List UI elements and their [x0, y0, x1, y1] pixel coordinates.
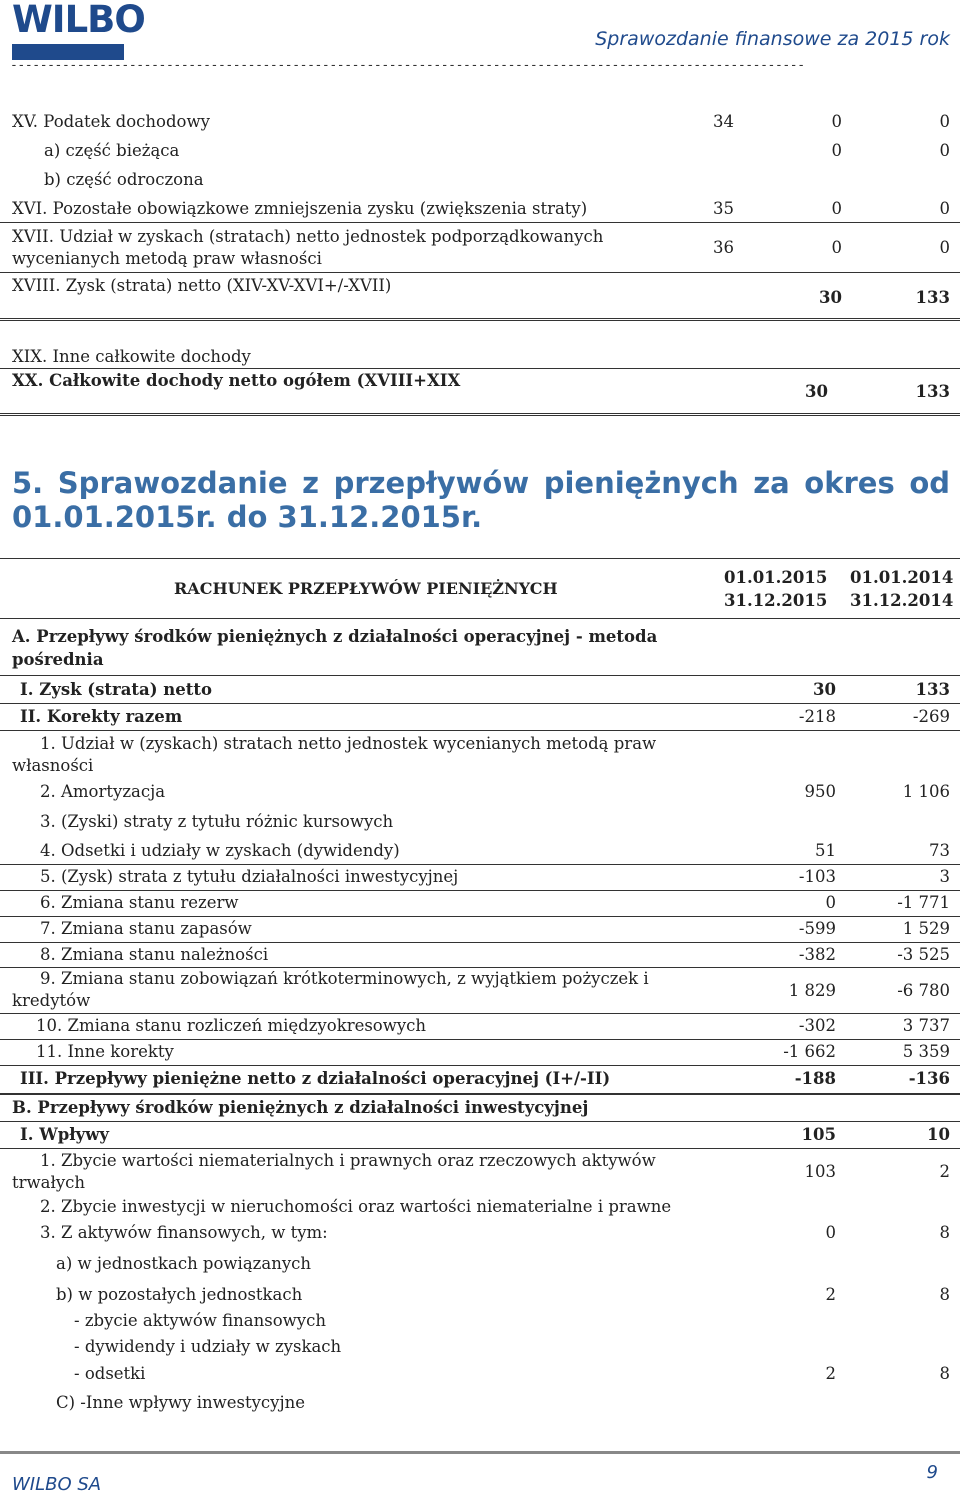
xv-label: XV. Podatek dochodowy — [12, 112, 210, 131]
cashflow-title: RACHUNEK PRZEPŁYWÓW PIENIĘŻNYCH — [174, 579, 558, 598]
xvi-note: 35 — [713, 199, 734, 218]
r6-v1: 0 — [825, 893, 836, 912]
header-title: Sprawozdanie finansowe za 2015 rok — [595, 28, 950, 50]
r2-label: 2. Amortyzacja — [40, 782, 166, 801]
r8-v1: -382 — [798, 945, 836, 964]
b3b-v1: 2 — [825, 1285, 836, 1304]
a-i-label: I. Zysk (strata) netto — [20, 680, 213, 699]
xvii-note: 36 — [713, 238, 734, 257]
r8-v2: -3 525 — [897, 945, 950, 964]
b1-label-1: 1. Zbycie wartości niematerialnych i prawnych oraz rzeczowych aktywów — [40, 1151, 656, 1170]
xvi-v1: 0 — [831, 199, 842, 218]
xvii-label-2: wycenianych metodą praw własności — [12, 249, 322, 268]
b2-label: 2. Zbycie inwestycji w nieruchomości oraz wartości niematerialne i prawne — [40, 1197, 672, 1216]
xv-a-v1: 0 — [831, 141, 842, 160]
xx-v2: 133 — [915, 382, 950, 401]
divider — [0, 864, 960, 865]
table-top-border — [0, 558, 960, 559]
col2-to: 31.12.2014 — [850, 591, 954, 610]
r9-label-2: kredytów — [12, 991, 91, 1010]
b3b3-label: - odsetki — [74, 1364, 146, 1383]
xvii-label-1: XVII. Udział w zyskach (stratach) netto jednostek podporządkowanych — [12, 227, 604, 246]
xv-v2: 0 — [939, 112, 950, 131]
r7-v1: -599 — [798, 919, 836, 938]
divider — [0, 618, 960, 619]
divider — [0, 1093, 960, 1095]
a-ii-v1: -218 — [798, 707, 836, 726]
section-a-heading-2: pośrednia — [12, 650, 104, 669]
b3b1-label: - zbycie aktywów finansowych — [74, 1311, 326, 1330]
b-i-v1: 105 — [801, 1125, 836, 1144]
r4-label: 4. Odsetki i udziały w zyskach (dywidendy) — [40, 841, 400, 860]
r8-label: 8. Zmiana stanu należności — [40, 945, 269, 964]
a-ii-v2: -269 — [912, 707, 950, 726]
divider — [0, 675, 960, 676]
divider — [0, 967, 960, 968]
a-iii-v1: -188 — [794, 1069, 836, 1088]
r10-v1: -302 — [798, 1016, 836, 1035]
xvii-v1: 0 — [831, 238, 842, 257]
a-i-v2: 133 — [915, 680, 950, 699]
xviii-v1: 30 — [819, 288, 842, 307]
b-i-v2: 10 — [927, 1125, 950, 1144]
b3c-label: C) -Inne wpływy inwestycyjne — [56, 1393, 305, 1412]
b3b2-label: - dywidendy i udziały w zyskach — [74, 1337, 342, 1356]
divider — [0, 1065, 960, 1066]
page-number: 9 — [926, 1462, 938, 1483]
r11-v2: 5 359 — [902, 1042, 950, 1061]
divider — [0, 368, 960, 369]
xv-a-label: a) część bieżąca — [44, 141, 180, 160]
company-logo — [12, 0, 145, 58]
divider — [0, 916, 960, 917]
divider — [0, 1148, 960, 1149]
r4-v2: 73 — [929, 841, 950, 860]
divider — [0, 1121, 960, 1122]
footer-divider — [0, 1451, 960, 1454]
r11-label: 11. Inne korekty — [36, 1042, 174, 1061]
b3a-label: a) w jednostkach powiązanych — [56, 1254, 312, 1273]
b-i-label: I. Wpływy — [20, 1125, 110, 1144]
r6-label: 6. Zmiana stanu rezerw — [40, 893, 239, 912]
divider — [0, 222, 960, 223]
section-b-heading: B. Przepływy środków pieniężnych z działalności inwestycyjnej — [12, 1098, 589, 1117]
header-separator: ----------------------------------------------------------------------------------------------------------- — [10, 58, 805, 73]
b3-v1: 0 — [825, 1223, 836, 1242]
xvi-label: XVI. Pozostałe obowiązkowe zmniejszenia zysku (zwiększenia straty) — [12, 199, 588, 218]
a-iii-label: III. Przepływy pieniężne netto z działalności operacyjnej (I+/-II) — [20, 1069, 611, 1088]
b3-label: 3. Z aktywów finansowych, w tym: — [40, 1223, 328, 1242]
r5-v1: -103 — [798, 867, 836, 886]
divider — [0, 703, 960, 704]
r11-v1: -1 662 — [783, 1042, 836, 1061]
xx-v1: 30 — [805, 382, 828, 401]
r2-v2: 1 106 — [902, 782, 950, 801]
r1-label-2: własności — [12, 756, 94, 775]
xv-a-v2: 0 — [939, 141, 950, 160]
xix-label: XIX. Inne całkowite dochody — [12, 347, 251, 366]
r9-label-1: 9. Zmiana stanu zobowiązań krótkoterminowych, z wyjątkiem pożyczek i — [40, 969, 649, 988]
xv-b-label: b) część odroczona — [44, 170, 204, 189]
xviii-v2: 133 — [915, 288, 950, 307]
section-heading: 5. Sprawozdanie z przepływów pieniężnych za okres od 01.01.2015r. do 31.12.2015r. — [12, 466, 950, 534]
b3b-label: b) w pozostałych jednostkach — [56, 1285, 303, 1304]
a-ii-label: II. Korekty razem — [20, 707, 183, 726]
r9-v2: -6 780 — [897, 981, 950, 1000]
r5-label: 5. (Zysk) strata z tytułu działalności inwestycyjnej — [40, 867, 459, 886]
r9-v1: 1 829 — [788, 981, 836, 1000]
b3b3-v2: 8 — [939, 1364, 950, 1383]
r2-v1: 950 — [804, 782, 836, 801]
r1-label-1: 1. Udział w (zyskach) stratach netto jednostek wycenianych metodą praw — [40, 734, 657, 753]
r4-v1: 51 — [815, 841, 836, 860]
xviii-label: XVIII. Zysk (strata) netto (XIV-XV-XVI+/-XVII) — [12, 276, 392, 295]
divider — [0, 272, 960, 273]
logo-text: WILBO — [12, 0, 145, 41]
r10-v2: 3 737 — [902, 1016, 950, 1035]
double-divider — [0, 413, 960, 416]
xv-v1: 0 — [831, 112, 842, 131]
b3b-v2: 8 — [939, 1285, 950, 1304]
xvi-v2: 0 — [939, 199, 950, 218]
divider — [0, 730, 960, 731]
xv-note: 34 — [713, 112, 734, 131]
a-iii-v2: -136 — [908, 1069, 950, 1088]
b1-label-2: trwałych — [12, 1173, 86, 1192]
col2-from: 01.01.2014 — [850, 568, 954, 587]
r6-v2: -1 771 — [897, 893, 950, 912]
r7-label: 7. Zmiana stanu zapasów — [40, 919, 252, 938]
r5-v2: 3 — [939, 867, 950, 886]
divider — [0, 890, 960, 891]
b1-v2: 2 — [939, 1162, 950, 1181]
b1-v1: 103 — [804, 1162, 836, 1181]
xx-label: XX. Całkowite dochody netto ogółem (XVIII+XIX — [12, 371, 461, 390]
divider — [0, 942, 960, 943]
footer-company: WILBO SA — [12, 1474, 102, 1495]
xvii-v2: 0 — [939, 238, 950, 257]
r10-label: 10. Zmiana stanu rozliczeń międzyokresowych — [36, 1016, 427, 1035]
divider — [0, 1039, 960, 1040]
col1-to: 31.12.2015 — [724, 591, 828, 610]
a-i-v1: 30 — [813, 680, 836, 699]
double-divider — [0, 318, 960, 321]
r7-v2: 1 529 — [902, 919, 950, 938]
section-a-heading-1: A. Przepływy środków pieniężnych z działalności operacyjnej - metoda — [12, 627, 658, 646]
b3b3-v1: 2 — [825, 1364, 836, 1383]
divider — [0, 1013, 960, 1014]
col1-from: 01.01.2015 — [724, 568, 828, 587]
r3-label: 3. (Zyski) straty z tytułu różnic kursowych — [40, 812, 394, 831]
b3-v2: 8 — [939, 1223, 950, 1242]
